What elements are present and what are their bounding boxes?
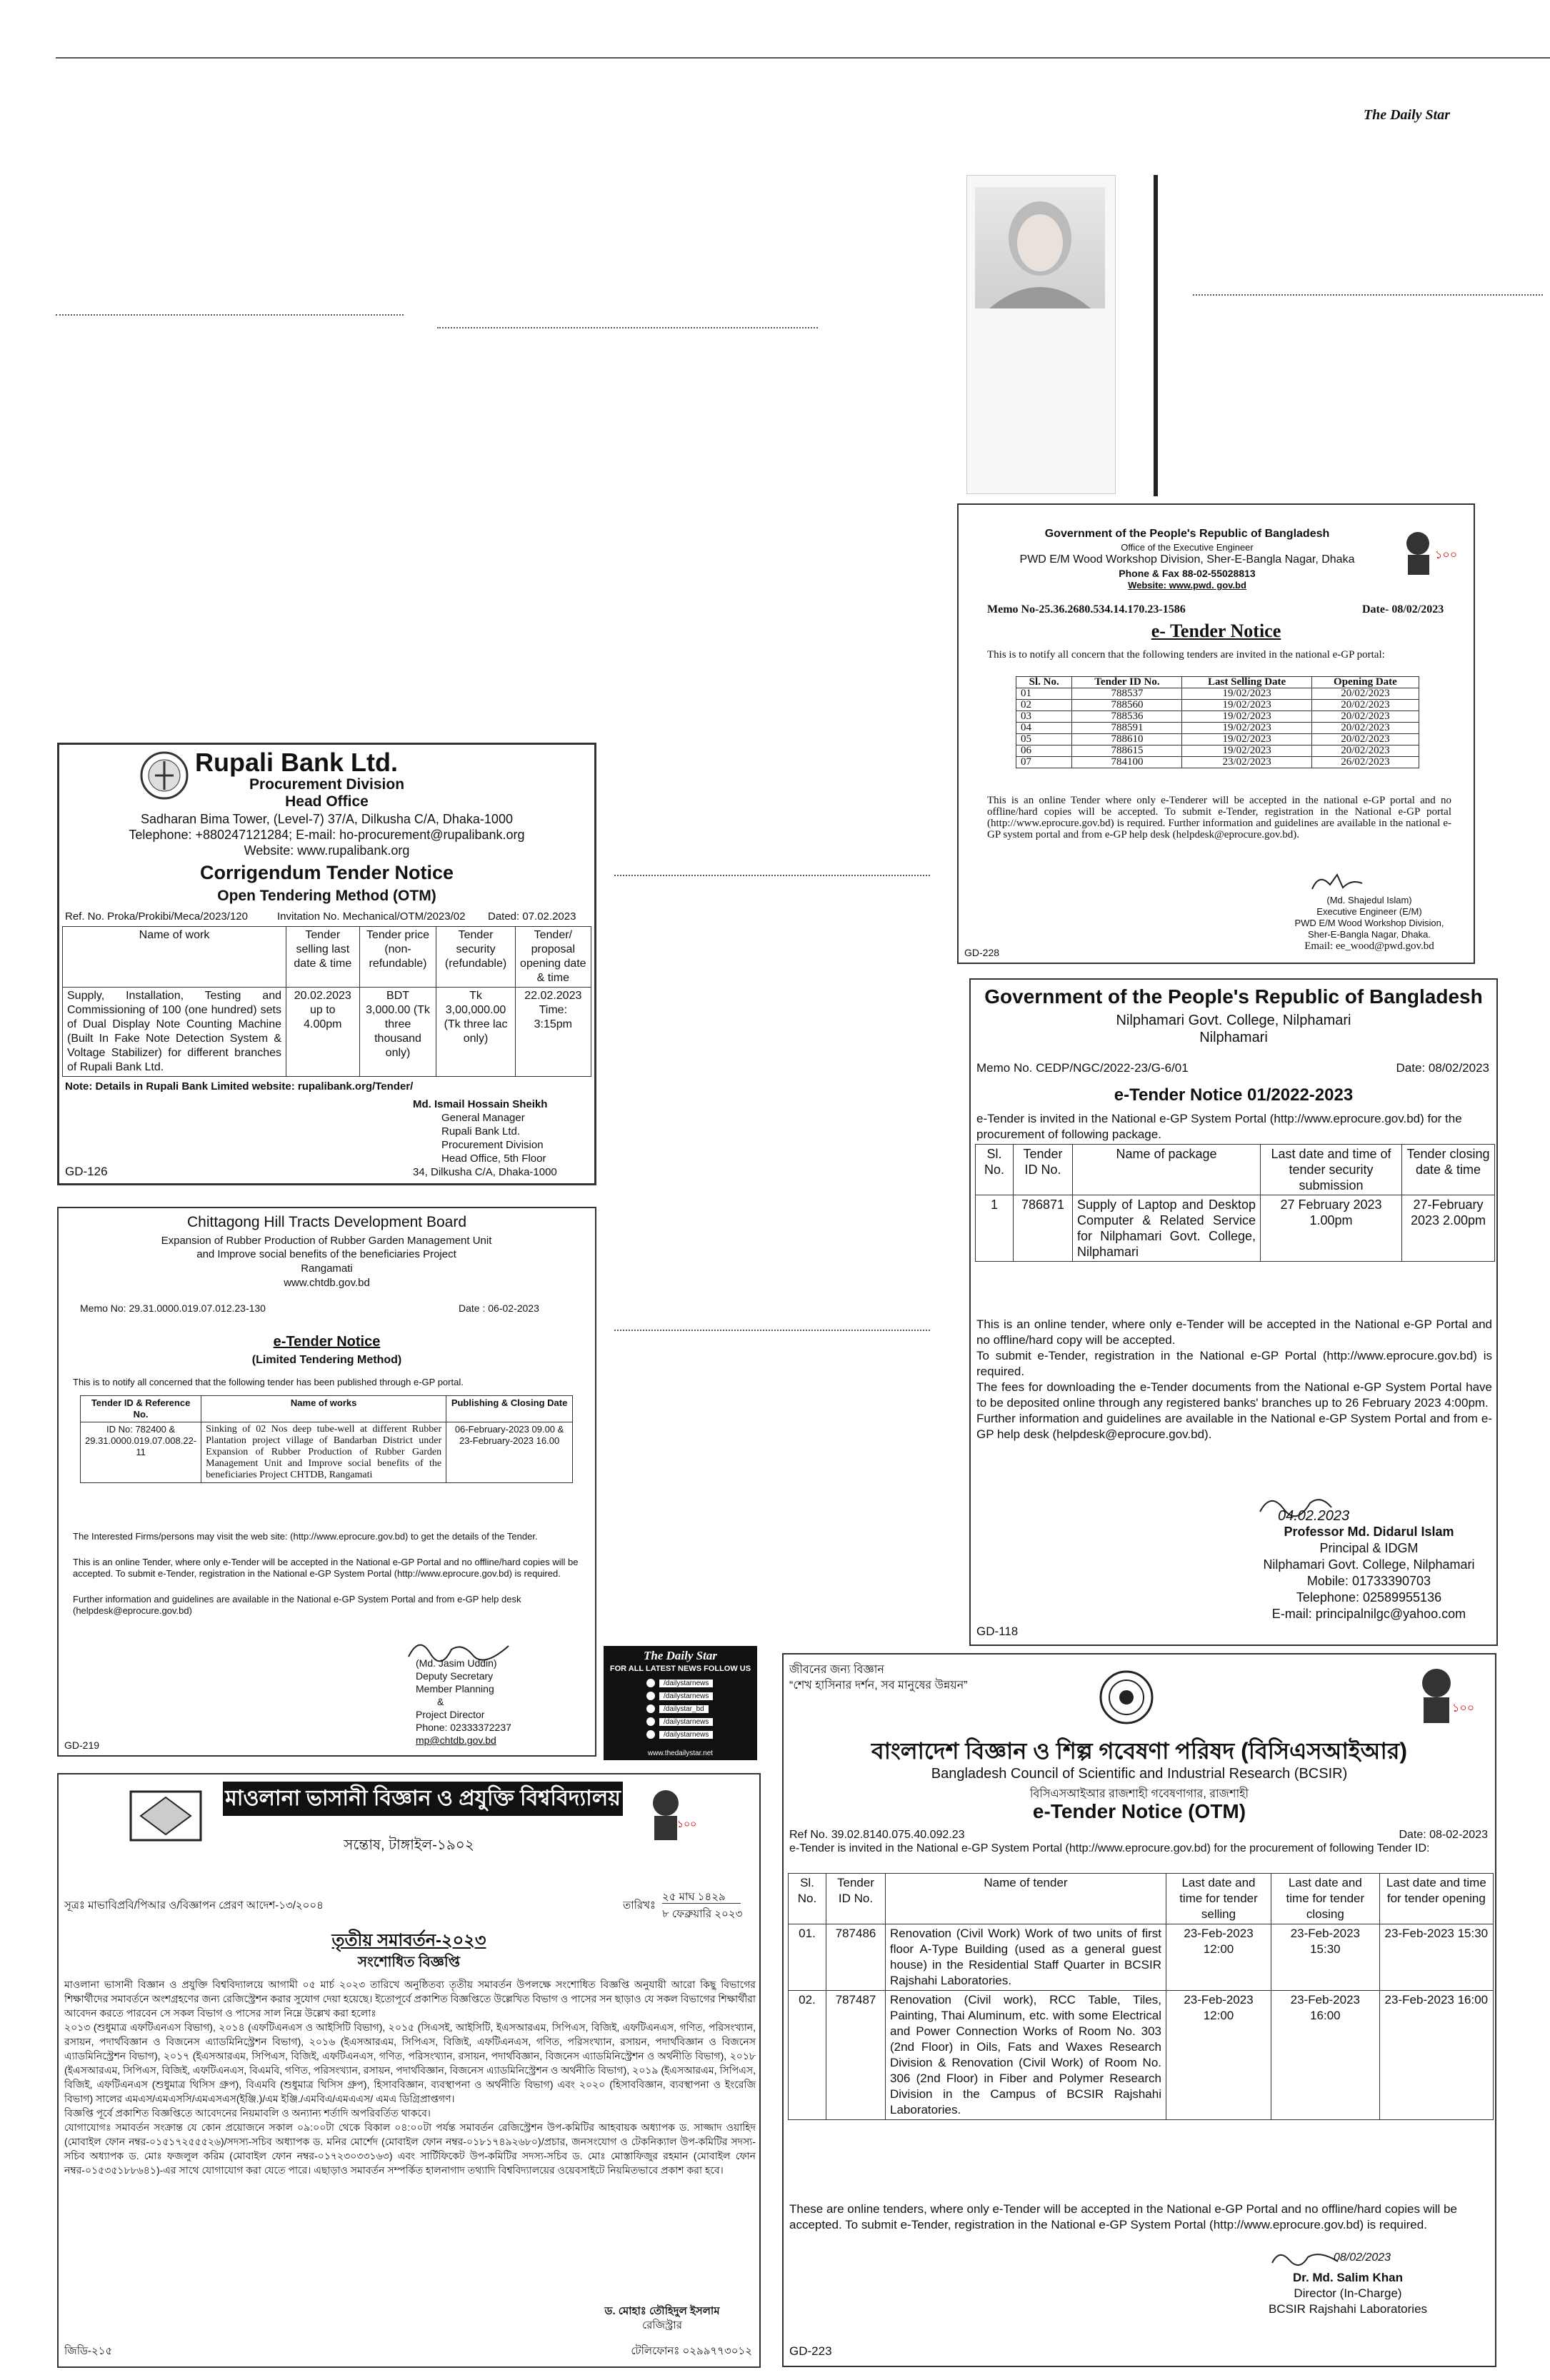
signer-line: Phone: 02333372237 — [416, 1722, 511, 1733]
ad-follow-text: FOR ALL LATEST NEWS FOLLOW US — [609, 1665, 751, 1673]
mbstu-date-divider — [662, 1903, 741, 1904]
bcsir-logo — [1098, 1669, 1155, 1726]
table-cell: 23-Feb-2023 12:00 — [1166, 1991, 1271, 2120]
bcsir-tender-table — [788, 1873, 1494, 2120]
table-cell: 20/02/2023 — [1311, 723, 1419, 734]
signer-line: & — [437, 1696, 444, 1707]
mbstu-body — [64, 1977, 756, 2177]
daily-star-follow-ad — [604, 1646, 757, 1760]
table-header-row — [976, 1145, 1495, 1195]
table-cell: 26/02/2023 — [1311, 757, 1419, 768]
twitter-icon — [646, 1704, 655, 1713]
table-header: Tender ID & Reference No. — [81, 1396, 201, 1422]
paragraph: যোগাযোগঃ সমাবর্তন সংক্রান্ত যে কোন প্রয়োজনে সকাল ০৯:০০টা থেকে বিকাল ০৪:০০টা পর্যন্ত সমাবর্তন রেজিস্ট্রেশন উপ-কমিটির আহবায়ক অধ্যাপক ড. সাজ্জাদ ওয়াহিদ (মোবাইল ফোন নম্বর-০১৫১৭২৫৫৫২৬)/সদস্য-সচিব অধ্যাপক ড. মনির মোর্শেদ (মোবাইল ফোন নম্বর-০১৮১৭৪৯২৬৮০)/প্রচার, জনসংযোগ ও টেকনিক্যাল উপ-কমিটির সদস্য-সচিব অধ্যাপক ড. মোঃ ফজলুল করিম (মোবাইল ফোন নম্বর-০১৭২৩০৩৩১৬৩) এবং সার্টিফিকেট উপ-কমিটির সদস্য-সচিব ড. মোঃ মোস্তাফিজুর রহমান (মোবাইল ফোন নম্বর-০১৫৩৫১৮৮৬৪১)-এর সাথে যোগাযোগ করা যেতে পারে। এছাড়াও সমাবর্তন সম্পর্কিত হালনাগাদ তথ্যাদি বিশ্ববিদ্যালয়ের ওয়েবসাইটে নিয়মিতভাবে প্রকাশ করা হবে। — [64, 2122, 756, 2176]
table-row — [1016, 757, 1419, 768]
rupali-bank-name: Rupali Bank Ltd. — [195, 748, 399, 777]
paragraph: The fees for downloading the e-Tender documents from the National e-GP System Portal have to be deposited online through any registered banks' branches up to 26 February 2023 4:00pm. — [976, 1380, 1492, 1410]
rupali-phone: Telephone: +880247121284; E-mail: ho-procurement@rupalibank.org — [129, 828, 525, 842]
nilphamari-paragraphs — [976, 1317, 1492, 1442]
gd-number: জিডি-২১৫ — [64, 2345, 113, 2357]
pwd-website[interactable]: Website: www.pwd. gov.bd — [1128, 580, 1246, 591]
table-cell: 05 — [1016, 734, 1072, 745]
paragraph: মাওলানা ভাসানী বিজ্ঞান ও প্রযুক্তি বিশ্ববিদ্যালয়ে আগামী ০৫ মার্চ ২০২৩ তারিখে অনুষ্ঠিতব্য তৃতীয় সমাবর্তন উপলক্ষে সংশোধিত বিজ্ঞপ্তি অনুযায়ী আরো কিছু বিভাগের শিক্ষার্থীদের সমাবর্তনে অংশগ্রহণের জন্য রেজিস্ট্রেশন করার সুযোগ দেয়া হয়েছে। ইতোপূর্বে প্রকাশিত বিজ্ঞপ্তিতে উল্লেখিত বিভাগ ও পাসের সন ছাড়াও যে সকল বিভাগের শিক্ষার্থীরা আবেদন করতে পারবেন সে সকল বিভাগ ও পাসের সাল নিম্নে উল্লেখ করা হলোঃ — [64, 1979, 756, 2019]
svg-text:১০০: ১০০ — [1435, 548, 1458, 561]
chtdb-intro: This is to notify all concerned that the following tender has been published through e-GP portal. — [73, 1377, 464, 1387]
table-header: Name of package — [1073, 1145, 1261, 1195]
mbstu-date1: ২৫ মাঘ ১৪২৯ — [662, 1891, 726, 1903]
table-header-row — [63, 927, 591, 988]
signer-line: (Md. Jasim Uddin) — [416, 1657, 497, 1669]
rupali-dated: Dated: 07.02.2023 — [488, 910, 576, 923]
pwd-memo: Memo No-25.36.2680.534.14.170.23-1586 — [987, 603, 1186, 616]
signer-line: Executive Engineer (E/M) — [1316, 906, 1422, 917]
chtdb-para: Further information and guidelines are available in the National e-GP System Portal and from e-GP help desk (helpdesk@eprocure.gov.bd) — [73, 1594, 521, 1616]
table-row — [1016, 723, 1419, 734]
table-cell: Renovation (Civil Work) Work of two units of first floor A-Type Building (used as a general guest house) in the Residential Staff Quarter in BCSIR Rajshahi Laboratories. — [886, 1924, 1166, 1991]
table-cell: 07 — [1016, 757, 1072, 768]
pwd-phone: Phone & Fax 88-02-55028813 — [1119, 568, 1256, 579]
table-header: Tender ID No. — [826, 1874, 886, 1924]
rupali-address: Sadharan Bima Tower, (Level-7) 37/A, Dilkusha C/A, Dhaka-1000 — [141, 812, 513, 826]
table-header-row — [81, 1396, 573, 1422]
ad-logo: The Daily Star — [644, 1649, 717, 1662]
table-cell: BDT 3,000.00 (Tk three thousand only) — [359, 988, 436, 1077]
table-header: Last date and time for tender closing — [1271, 1874, 1379, 1924]
bcsir-footer: These are online tenders, where only e-Tender will be accepted in the National e-GP Portal and no offline/hard copies will be accepted. To submit e-Tender, registration in the National e-GP System Portal (http://www.eprocure.gov.bd) is required. — [789, 2202, 1457, 2231]
table-cell: Supply, Installation, Testing and Commissioning of 100 (one hundred) sets of Dual Display Note Counting Machine (Built In Fake Note Detection System & Voltage Stabilizer) for different branches of Rupali Bank Ltd. — [63, 988, 286, 1077]
table-row — [81, 1422, 573, 1483]
chtdb-method: (Limited Tendering Method) — [251, 1354, 402, 1366]
paragraph: Further information and guidelines are available in the National e-GP System Portal and from e-GP help desk (helpdesk@eprocure.gov.bd). — [976, 1412, 1492, 1441]
top-rule — [56, 57, 1550, 59]
table-cell: 23-Feb-2023 16:00 — [1271, 1991, 1379, 2120]
bcsir-ref: Ref No. 39.02.8140.075.40.092.23 — [789, 1829, 965, 1841]
bcsir-slogan1: জীবনের জন্য বিজ্ঞান — [789, 1664, 884, 1676]
table-cell: Tk 3,00,000.00 (Tk three lac only) — [436, 988, 515, 1077]
table-cell: 788591 — [1072, 723, 1182, 734]
dotted-line — [614, 875, 930, 876]
table-row — [1016, 711, 1419, 723]
table-header: Last date and time for tender selling — [1166, 1874, 1271, 1924]
table-row — [976, 1195, 1495, 1262]
table-cell: 01. — [789, 1924, 826, 1991]
signer-line: General Manager — [441, 1112, 525, 1124]
gd-number: GD-219 — [64, 1739, 100, 1751]
signer-line: Procurement Division — [441, 1139, 544, 1151]
nilphamari-gov: Government of the People's Republic of Bangladesh — [984, 985, 1483, 1008]
table-cell: 22.02.2023 Time: 3:15pm — [515, 988, 591, 1077]
signer-line: রেজিস্ট্রার — [641, 2319, 683, 2331]
chtdb-date: Date : 06-02-2023 — [459, 1302, 539, 1314]
signer-line: Director (In-Charge) — [1294, 2286, 1402, 2300]
table-cell: 784100 — [1072, 757, 1182, 768]
table-cell: 23-Feb-2023 16:00 — [1379, 1991, 1493, 2120]
svg-text:১০০: ১০০ — [1452, 1701, 1475, 1714]
table-header: Last date and time for tender opening — [1379, 1874, 1493, 1924]
table-cell: 02 — [1016, 700, 1072, 711]
signer-name: Professor Md. Didarul Islam — [1284, 1525, 1454, 1539]
social-instagram[interactable]: /dailystarnews — [646, 1716, 713, 1729]
paragraph: To submit e-Tender, registration in the National e-GP Portal (http://www.eprocure.gov.bd) is required. — [976, 1349, 1492, 1378]
signer-line: (Md. Shajedul Islam) — [1326, 895, 1412, 905]
table-cell: 06-February-2023 09.00 & 23-February-2023 16.00 — [446, 1422, 573, 1483]
bcsir-sign-date: 08/02/2023 — [1334, 2251, 1391, 2264]
chtdb-project: Expansion of Rubber Production of Rubber Garden Management Unit and Improve social benefits of the beneficiaries Project — [161, 1235, 492, 1260]
bcsir-slogan2: “শেখ হাসিনার দর্শন, সব মানুষের উন্নয়ন” — [789, 1679, 968, 1692]
nilphamari-date: Date: 08/02/2023 — [1396, 1061, 1489, 1075]
bcsir-lab-bn: বিসিএসআইআর রাজশাহী গবেষণাগার, রাজশাহী — [1029, 1788, 1249, 1800]
pwd-signer — [1273, 895, 1466, 952]
signer-line: Principal & IDGM — [1319, 1541, 1419, 1555]
portrait-image — [975, 187, 1105, 308]
table-cell: 06 — [1016, 745, 1072, 757]
mbstu-ref: সূত্রঃ মাভাবিপ্রবি/পিআর ও/বিজ্ঞাপন প্রেরণ আদেশ-১৩/২০০৪ — [64, 1899, 324, 1912]
signer-line: PWD E/M Wood Workshop Division, — [1294, 918, 1444, 928]
nilphamari-title: e-Tender Notice 01/2022-2023 — [1114, 1085, 1354, 1105]
chtdb-title: Chittagong Hill Tracts Development Board — [186, 1214, 467, 1230]
table-cell: 02. — [789, 1991, 826, 2120]
table-cell: 23-Feb-2023 12:00 — [1166, 1924, 1271, 1991]
ad-url[interactable]: www.thedailystar.net — [647, 1749, 714, 1757]
table-cell: 788537 — [1072, 688, 1182, 700]
table-cell: Supply of Laptop and Desktop Computer & Related Service for Nilphamari Govt. College, Nilphamari — [1073, 1195, 1261, 1262]
table-header: Name of work — [63, 927, 286, 988]
table-cell: Renovation (Civil work), RCC Table, Tiles, Painting, Thai Aluminum, etc. with some Electrical and Power Connection Works of Room No. 303 (2nd Floor) in Oils, Fats and Waxes Research Division & Renovation (Civil Work) of Room No. 306 (2nd Floor) in Fiber and Polymer Research Division in the Campus of BCSIR Rajshahi Laboratories. — [886, 1991, 1166, 2120]
mbstu-notice — [57, 1773, 761, 2368]
table-header: Tender ID No. — [1014, 1145, 1073, 1195]
table-cell: 19/02/2023 — [1182, 711, 1311, 723]
bcsir-intro: e-Tender is invited in the National e-GP System Portal (http://www.eprocure.gov.bd) for the procurement of following Tender ID: — [789, 1842, 1430, 1854]
nilphamari-place: Nilphamari — [1199, 1030, 1268, 1045]
obituary-portrait — [975, 187, 1105, 308]
nilphamari-college: Nilphamari Govt. College, Nilphamari — [1116, 1013, 1351, 1028]
bcsir-date: Date: 08-02-2023 — [1399, 1829, 1488, 1841]
social-facebook[interactable]: /dailystarnews — [646, 1677, 713, 1690]
signer-line: 34, Dilkusha C/A, Dhaka-1000 — [413, 1166, 557, 1178]
rupali-invitation: Invitation No. Mechanical/OTM/2023/02 — [277, 910, 466, 923]
table-header: Publishing & Closing Date — [446, 1396, 573, 1422]
signer-line[interactable]: Email: ee_wood@pwd.gov.bd — [1304, 940, 1434, 952]
chtdb-para: This is an online Tender, where only e-Tender will be accepted in the National e-GP Portal and no offline/hard copies will be accepted. To submit e-Tender, registration in the National e-GP System Portal (http://www.eprocure.gov.bd) is required. — [73, 1557, 579, 1579]
table-cell: 19/02/2023 — [1182, 734, 1311, 745]
social-twitter[interactable]: /dailystar_bd — [646, 1703, 713, 1716]
table-cell: 23-Feb-2023 15:30 — [1271, 1924, 1379, 1991]
table-cell: 19/02/2023 — [1182, 700, 1311, 711]
pwd-date: Date- 08/02/2023 — [1362, 603, 1444, 616]
masthead-logo: The Daily Star — [1363, 107, 1450, 123]
nilphamari-sign-date: 04.02.2023 — [1278, 1508, 1350, 1524]
chtdb-para: The Interested Firms/persons may visit the web site: (http://www.eprocure.gov.bd) to get the details of the Tender. — [73, 1531, 538, 1542]
pwd-para: This is an online Tender where only e-Tenderer will be accepted in the national e-GP portal and no offline/hard copies will be accepted. To submit e-Tender, registration in the National e-GP portal (http://www.eprocure.gov.bd) is required. Further information and guidelines are available in the national e-GP system portal and from e-GP help desk (helpdesk@eprocure.gov.bd). — [987, 795, 1451, 840]
table-cell: 19/02/2023 — [1182, 688, 1311, 700]
bcsir-signer — [1241, 2270, 1455, 2317]
signer-line: Deputy Secretary — [416, 1670, 494, 1682]
table-cell: 27 February 2023 1.00pm — [1261, 1195, 1402, 1262]
mbstu-date2: ৮ ফেব্রুয়ারি ২০২৩ — [662, 1908, 743, 1920]
dotted-line — [614, 1330, 930, 1331]
gd-number: GD-118 — [976, 1625, 1019, 1638]
table-cell: 20/02/2023 — [1311, 700, 1419, 711]
signer-line: Rupali Bank Ltd. — [441, 1125, 521, 1138]
table-header-row — [789, 1874, 1494, 1924]
signer-line: Project Director — [416, 1709, 485, 1720]
rupali-signer — [413, 1098, 591, 1179]
rupali-division: Procurement Division — [249, 776, 405, 793]
table-cell: 20/02/2023 — [1311, 734, 1419, 745]
svg-text:১০০: ১০০ — [677, 1819, 697, 1830]
signer-line: Nilphamari Govt. College, Nilphamari — [1263, 1557, 1475, 1572]
chtdb-location: Rangamati — [301, 1262, 353, 1275]
table-header: Name of tender — [886, 1874, 1166, 1924]
chtdb-heading: e-Tender Notice — [273, 1334, 381, 1350]
nilphamari-intro: e-Tender is invited in the National e-GP System Portal (http://www.eprocure.gov.bd) for the procurement of following package. — [976, 1112, 1462, 1141]
table-row — [1016, 745, 1419, 757]
signer-name: Md. Ismail Hossain Sheikh — [413, 1098, 548, 1110]
mbstu-heading: তৃতীয় সমাবর্তন-২০২৩ — [331, 1931, 486, 1950]
mujib-100-logo — [1398, 526, 1462, 576]
facebook-icon — [646, 1679, 655, 1687]
table-cell: 03 — [1016, 711, 1072, 723]
table-cell: 27-February 2023 2.00pm — [1402, 1195, 1495, 1262]
table-cell: 788610 — [1072, 734, 1182, 745]
table-cell: 20.02.2023 up to 4.00pm — [286, 988, 360, 1077]
bcsir-heading: e-Tender Notice (OTM) — [1032, 1800, 1246, 1822]
nilphamari-memo: Memo No. CEDP/NGC/2022-23/G-6/01 — [976, 1061, 1189, 1075]
mbstu-telephone: টেলিফোনঃ ০২৯৯৭৭৩০১২ — [631, 2345, 752, 2357]
social-youtube[interactable]: /dailystarnews — [646, 1690, 713, 1703]
bcsir-notice — [782, 1653, 1496, 2367]
linkedin-icon — [646, 1730, 655, 1739]
nilphamari-signer — [1242, 1524, 1496, 1622]
table-header: Tender security (refundable) — [436, 927, 515, 988]
chtdb-notice — [57, 1207, 596, 1757]
pwd-notice — [957, 503, 1475, 964]
table-header: Sl. No. — [1016, 677, 1072, 688]
mbstu-place: সন্তোষ, টাঙ্গাইল-১৯০২ — [344, 1837, 474, 1853]
signer-line[interactable]: E-mail: principalnilgc@yahoo.com — [1271, 1607, 1466, 1621]
table-header: Tender price (non-refundable) — [359, 927, 436, 988]
dotted-line — [56, 314, 404, 316]
table-cell: 787486 — [826, 1924, 886, 1991]
paragraph: This is an online tender, where only e-Tender will be accepted in the National e-GP Portal and no offline/hard copy will be accepted. — [976, 1317, 1492, 1347]
youtube-icon — [646, 1692, 655, 1700]
bcsir-title-bn: বাংলাদেশ বিজ্ঞান ও শিল্প গবেষণা পরিষদ (বিসিএসআইআর) — [871, 1738, 1408, 1764]
table-cell: 23-Feb-2023 15:30 — [1379, 1924, 1493, 1991]
nilphamari-notice — [969, 978, 1498, 1646]
table-header: Tender ID No. — [1072, 677, 1182, 688]
table-cell: 786871 — [1014, 1195, 1073, 1262]
signature-image — [1309, 869, 1366, 895]
paragraph: বিজ্ঞপ্তি পূর্বে প্রকাশিত বিজ্ঞপ্তিতে আবেদনের নিয়মাবলি ও অন্যান্য শর্তাদি অপরিবর্তিত থাকবে। — [64, 2107, 431, 2119]
chtdb-tender-table — [80, 1395, 573, 1483]
signer-name: Dr. Md. Salim Khan — [1293, 2271, 1403, 2284]
table-row — [1016, 688, 1419, 700]
table-row — [63, 988, 591, 1077]
table-cell: 23/02/2023 — [1182, 757, 1311, 768]
table-header: Tender/ proposal opening date & time — [515, 927, 591, 988]
signer-line: Telephone: 02589955136 — [1296, 1590, 1442, 1605]
table-cell: 20/02/2023 — [1311, 688, 1419, 700]
table-header-row — [1016, 677, 1419, 688]
table-cell: 04 — [1016, 723, 1072, 734]
table-row — [1016, 734, 1419, 745]
table-header: Tender selling last date & time — [286, 927, 360, 988]
table-header: Last Selling Date — [1182, 677, 1311, 688]
social-linkedin[interactable]: /dailystarnews — [646, 1729, 713, 1742]
table-cell: 19/02/2023 — [1182, 745, 1311, 757]
mbstu-subheading: সংশোধিত বিজ্ঞপ্তি — [357, 1954, 461, 1970]
table-row — [789, 1924, 1494, 1991]
rupali-office: Head Office — [285, 793, 369, 810]
mbstu-signer — [573, 2304, 751, 2333]
signer-line: Member Planning — [416, 1683, 494, 1694]
table-cell: ID No: 782400 & 29.31.0000.019.07.008.22-11 — [81, 1422, 201, 1483]
signer-line[interactable]: mp@chtdb.gov.bd — [416, 1734, 496, 1746]
pwd-division: PWD E/M Wood Workshop Division, Sher-E-Bangla Nagar, Dhaka — [1019, 553, 1355, 566]
signer-name: ড. মোহাঃ তৌহিদুল ইসলাম — [604, 2305, 720, 2317]
pwd-title: e- Tender Notice — [1151, 621, 1281, 641]
signer-line: Mobile: 01733390703 — [1306, 1574, 1431, 1588]
table-cell: Sinking of 02 Nos deep tube-well at different Rubber Plantation project village of Bandarban District under Expansion of Rubber Production of Rubber Garden Management Unit and Improve social benefits of the beneficiaries Project CHTDB, Rangamati — [201, 1422, 446, 1483]
ad-social-list — [646, 1677, 713, 1742]
signer-line: Sher-E-Bangla Nagar, Dhaka. — [1308, 929, 1431, 940]
pwd-office: Office of the Executive Engineer — [1121, 542, 1254, 553]
rupali-tender-table — [62, 926, 591, 1077]
signature-image — [1269, 2246, 1341, 2269]
pwd-gov: Government of the People's Republic of Bangladesh — [1044, 528, 1330, 540]
table-cell: 1 — [976, 1195, 1014, 1262]
dotted-line — [1193, 294, 1543, 296]
table-cell: 788615 — [1072, 745, 1182, 757]
table-header: Tender closing date & time — [1402, 1145, 1495, 1195]
table-cell: 788560 — [1072, 700, 1182, 711]
chtdb-web[interactable]: www.chtdb.gov.bd — [284, 1277, 370, 1289]
table-header: Opening Date — [1311, 677, 1419, 688]
gd-number: GD-126 — [65, 1165, 108, 1178]
pwd-tender-table — [1016, 676, 1419, 768]
rupali-title: Corrigendum Tender Notice — [199, 862, 454, 883]
gd-number: GD-223 — [789, 2344, 832, 2358]
table-cell: 20/02/2023 — [1311, 711, 1419, 723]
table-header: Sl. No. — [789, 1874, 826, 1924]
mbstu-title: মাওলানা ভাসানী বিজ্ঞান ও প্রযুক্তি বিশ্ববিদ্যালয় — [223, 1782, 623, 1816]
paragraph: ২০১৩ (শুধুমাত্র এফটিএনএস বিভাগ), ২০১৪ (এফটিএনএস ও আইসিটি বিভাগ), ২০১৫ (সিএসই, আইসিটি, ইএসআরএম, সিপিএস, বিজিই, এফটিএনএস, গণিত, পরিসংখ্যান, রসায়ন, পদার্থবিজ্ঞান ও বিজনেস এ্যাডমিনিস্ট্রেশন বিভাগ), ২০১৬ (ইএসআরএম, সিপিএস, বিজিই, এফটিএনএস, গণিত, পরিসংখ্যান, রসায়ন, পদার্থবিজ্ঞান ও বিজনেস এ্যাডমিনিস্ট্রেশন বিভাগ), ২০১৭ (ইএসআরএম, সিপিএস, বিজিই, এফটিএনএস, গণিত, পরিসংখ্যান, রসায়ন, পদার্থবিজ্ঞান, বিজনেস এ্যাডমিনিস্ট্রেশন ও অর্থনীতি বিভাগ), ২০১৮ (ইএসআরএম, সিপিএস, বিজিই, এফটিএনএস, বিএমবি, গণিত, পরিসংখ্যান, রসায়ন, পদার্থবিজ্ঞান, বিজনেস এ্যাডমিনিস্ট্রেশন ও অর্থনীতি বিভাগ), ২০১৯ (ইএসআরএম, সিপিএস, বিজিই, এফটিএনএস (শুধুমাত্র থিসিস গ্রুপ), বিএমবি (শুধুমাত্র থিসিস গ্রুপ), হিসাববিজ্ঞান, ব্যবস্থাপনা ও অর্থনীতি বিভাগ) এবং ২০২০ (হিসাববিজ্ঞান, ব্যবস্থাপনা ও ইংরেজি বিভাগ) সালের এমএস/এমএসসি/এমএসএস(ইঞ্জি.)/এম ইঞ্জি./এমবিএ/এমএএস/ এমএ ডিগ্রিপ্রাপ্তগণ। — [64, 2022, 756, 2104]
chtdb-memo: Memo No: 29.31.0000.019.07.012.23-130 — [80, 1302, 266, 1314]
chtdb-signer — [416, 1657, 511, 1747]
mbstu-date-label: তারিখঃ — [623, 1899, 656, 1912]
rupali-ref: Ref. No. Proka/Prokibi/Meca/2023/120 — [65, 910, 248, 923]
pwd-intro: This is to notify all concern that the following tenders are invited in the national e-GP portal: — [987, 649, 1385, 661]
signer-line: BCSIR Rajshahi Laboratories — [1268, 2302, 1428, 2316]
dotted-line — [437, 327, 818, 328]
rupali-website[interactable]: Website: www.rupalibank.org — [244, 843, 410, 858]
table-header: Sl. No. — [976, 1145, 1014, 1195]
table-cell: 20/02/2023 — [1311, 745, 1419, 757]
table-cell: 788536 — [1072, 711, 1182, 723]
table-cell: 01 — [1016, 688, 1072, 700]
gd-number: GD-228 — [964, 947, 1000, 958]
signer-line: Head Office, 5th Floor — [441, 1153, 546, 1165]
table-cell: 19/02/2023 — [1182, 723, 1311, 734]
instagram-icon — [646, 1717, 655, 1726]
table-row — [1016, 700, 1419, 711]
table-row — [789, 1991, 1494, 2120]
table-header: Last date and time of tender security submission — [1261, 1145, 1402, 1195]
mujib-100-logo — [1412, 1662, 1484, 1726]
obituary-divider — [1154, 175, 1158, 496]
table-cell: 787487 — [826, 1991, 886, 2120]
rupali-bank-notice — [57, 743, 596, 1185]
rupali-note: Note: Details in Rupali Bank Limited website: rupalibank.org/Tender/ — [65, 1080, 414, 1093]
rupali-subtitle: Open Tendering Method (OTM) — [217, 888, 436, 904]
table-header: Name of works — [201, 1396, 446, 1422]
nilphamari-tender-table — [975, 1144, 1495, 1262]
bcsir-title-en: Bangladesh Council of Scientific and Industrial Research (BCSIR) — [931, 1766, 1348, 1782]
